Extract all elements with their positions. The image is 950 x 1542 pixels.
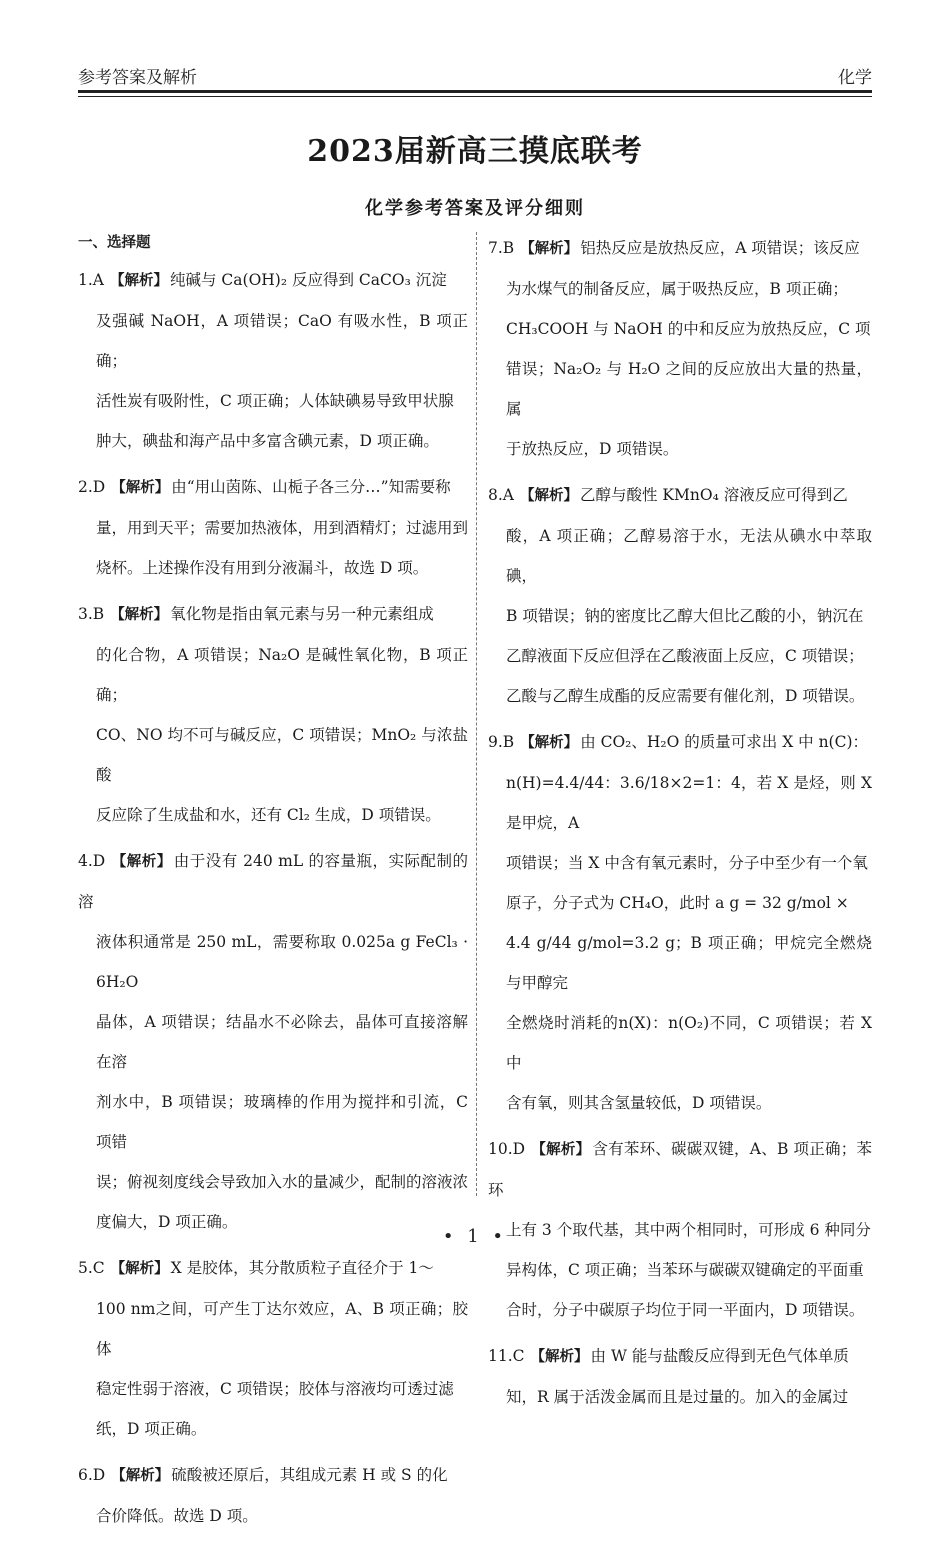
analysis-tag: 【解析】	[110, 607, 169, 623]
answer-item-3	[78, 594, 468, 835]
item-number: 9.	[488, 733, 503, 751]
answer-item-2	[78, 467, 468, 588]
item-line: 为水煤气的制备反应，属于吸热反应，B 项正确；	[506, 280, 848, 298]
item-choice: B	[502, 239, 515, 257]
answer-item-5	[78, 1248, 468, 1449]
item-number: 1.	[78, 271, 93, 289]
item-line: 纯碱与 Ca(OH)₂ 反应得到 CaCO₃ 沉淀	[170, 271, 447, 289]
item-line: 稳定性弱于溶液，C 项错误；胶体与溶液均可透过滤	[96, 1380, 454, 1398]
item-line: X 是胶体，其分散质粒子直径介于 1～	[170, 1259, 434, 1277]
item-line: 剂水中，B 项错误；玻璃棒的作用为搅拌和引流，C 项错	[96, 1093, 468, 1151]
item-line: 氧化物是指由氧元素与另一种元素组成	[170, 605, 434, 623]
analysis-tag: 【解析】	[520, 735, 579, 751]
item-line: 的化合物，A 项错误；Na₂O 是碱性氧化物，B 项正确；	[96, 646, 468, 704]
analysis-tag: 【解析】	[111, 854, 172, 870]
analysis-tag: 【解析】	[530, 1349, 589, 1365]
item-line: 肿大，碘盐和海产品中多富含碘元素，D 项正确。	[96, 432, 439, 450]
item-line: 及强碱 NaOH，A 项错误；CaO 有吸水性，B 项正确；	[96, 312, 468, 370]
item-line: 于放热反应，D 项错误。	[506, 440, 679, 458]
item-number: 5.	[78, 1259, 93, 1277]
analysis-tag: 【解析】	[520, 488, 578, 504]
item-line: 知，R 属于活泼金属而且是过量的。加入的金属过	[506, 1388, 849, 1406]
analysis-tag: 【解析】	[110, 1261, 169, 1277]
answer-item-7	[488, 228, 872, 469]
header-rule-thick	[78, 90, 872, 93]
page-number: • 1 •	[442, 1226, 508, 1247]
column-divider	[476, 232, 477, 1196]
section-heading: 一、选择题	[78, 235, 151, 251]
item-line: 错误；Na₂O₂ 与 H₂O 之间的反应放出大量的热量，属	[506, 360, 872, 418]
item-choice: A	[92, 271, 104, 289]
item-line: 由 W 能与盐酸反应得到无色气体单质	[590, 1347, 849, 1365]
item-line: 反应除了生成盐和水，还有 Cl₂ 生成，D 项错误。	[96, 806, 441, 824]
item-choice: C	[512, 1347, 525, 1365]
item-line: 100 nm之间，可产生丁达尔效应，A、B 项正确；胶体	[96, 1300, 468, 1358]
item-line: 原子，分子式为 CH₄O，此时 a g = 32 g/mol ×	[506, 894, 849, 912]
item-line: n(H)=4.4/44：3.6/18×2=1：4，若 X 是烃，则 X 是甲烷，A	[506, 774, 872, 832]
item-line: 硫酸被还原后，其组成元素 H 或 S 的化	[171, 1466, 448, 1484]
item-choice: D	[92, 852, 106, 870]
item-line: 误；俯视刻度线会导致加入水的量减少，配制的溶液浓	[96, 1173, 469, 1191]
item-choice: A	[502, 486, 514, 504]
item-line: 项错误；当 X 中含有氧元素时，分子中至少有一个氧	[506, 854, 868, 872]
item-number: 7.	[488, 239, 503, 257]
item-number: 2.	[78, 478, 93, 496]
item-line: 由 CO₂、H₂O 的质量可求出 X 中 n(C)：	[580, 733, 869, 751]
header-right-subject: 化学	[838, 68, 872, 88]
item-line: 全燃烧时消耗的n(X)：n(O₂)不同，C 项错误；若 X 中	[506, 1014, 872, 1072]
item-line: 由“用山茵陈、山栀子各三分…”知需要称	[171, 478, 451, 496]
page-subtitle: 化学参考答案及评分细则	[365, 198, 585, 219]
item-line: 上有 3 个取代基，其中两个相同时，可形成 6 种同分	[506, 1221, 871, 1239]
answer-item-6	[78, 1455, 468, 1536]
item-number: 3.	[78, 605, 93, 623]
item-line: 酸，A 项正确；乙醇易溶于水，无法从碘水中萃取碘，	[506, 527, 872, 585]
item-line: 含有苯环、碳碳双键，A、B 项正确；苯环	[488, 1140, 873, 1199]
item-number: 4.	[78, 852, 93, 870]
item-line: 乙醇液面下反应但浮在乙酸液面上反应，C 项错误；	[506, 647, 864, 665]
header-rule-thin	[78, 96, 872, 97]
item-line: 铝热反应是放热反应，A 项错误；该反应	[580, 239, 860, 257]
item-line: 异构体，C 项正确；当苯环与碳碳双键确定的平面重	[506, 1261, 864, 1279]
item-line: 量，用到天平；需要加热液体，用到酒精灯；过滤用到	[96, 519, 469, 537]
page-title: 2023届新高三摸底联考	[307, 134, 643, 169]
item-line: 4.4 g/44 g/mol=3.2 g；B 项正确；甲烷完全燃烧与甲醇完	[506, 934, 872, 992]
answer-item-11	[488, 1336, 872, 1417]
item-line: 乙醇与酸性 KMnO₄ 溶液反应可得到乙	[580, 486, 848, 504]
answer-item-9	[488, 722, 872, 1123]
item-choice: B	[92, 605, 105, 623]
item-line: CH₃COOH 与 NaOH 的中和反应为放热反应，C 项	[506, 320, 871, 338]
answer-item-4	[78, 841, 468, 1242]
analysis-tag: 【解析】	[111, 480, 170, 496]
item-choice: C	[92, 1259, 105, 1277]
item-line: 合时，分子中碳原子均位于同一平面内，D 项错误。	[506, 1301, 865, 1319]
left-column	[78, 228, 468, 1542]
answer-item-8	[488, 475, 872, 716]
item-choice: D	[512, 1140, 526, 1158]
item-line: 度偏大，D 项正确。	[96, 1213, 238, 1231]
item-line: 乙酸与乙醇生成酯的反应需要有催化剂，D 项错误。	[506, 687, 865, 705]
item-choice: B	[502, 733, 515, 751]
item-line: 合价降低。故选 D 项。	[96, 1507, 258, 1525]
item-line: 晶体，A 项错误；结晶水不必除去，晶体可直接溶解在溶	[96, 1013, 468, 1071]
item-line: 纸，D 项正确。	[96, 1420, 207, 1438]
answer-item-1	[78, 260, 468, 461]
item-line: 烧杯。上述操作没有用到分液漏斗，故选 D 项。	[96, 559, 429, 577]
analysis-tag: 【解析】	[111, 1468, 170, 1484]
item-number: 8.	[488, 486, 503, 504]
item-line: 由于没有 240 mL 的容量瓶，实际配制的溶	[78, 852, 469, 911]
item-number: 11.	[488, 1347, 513, 1365]
item-number: 6.	[78, 1466, 93, 1484]
item-number: 10.	[488, 1140, 513, 1158]
running-header	[78, 60, 872, 88]
analysis-tag: 【解析】	[110, 273, 168, 289]
analysis-tag: 【解析】	[520, 241, 579, 257]
item-choice: D	[92, 1466, 106, 1484]
item-line: 液体积通常是 250 mL，需要称取 0.025a g FeCl₃ · 6H₂O	[96, 933, 468, 991]
item-line: B 项错误；钠的密度比乙醇大但比乙酸的小，钠沉在	[506, 607, 864, 625]
item-line: 含有氧，则其含氢量较低，D 项错误。	[506, 1094, 772, 1112]
item-line: 活性炭有吸附性，C 项正确；人体缺碘易导致甲状腺	[96, 392, 454, 410]
item-line: CO、NO 均不可与碱反应，C 项错误；MnO₂ 与浓盐酸	[96, 726, 468, 784]
header-left-text: 参考答案及解析	[78, 68, 197, 88]
item-choice: D	[92, 478, 106, 496]
analysis-tag: 【解析】	[531, 1142, 591, 1158]
